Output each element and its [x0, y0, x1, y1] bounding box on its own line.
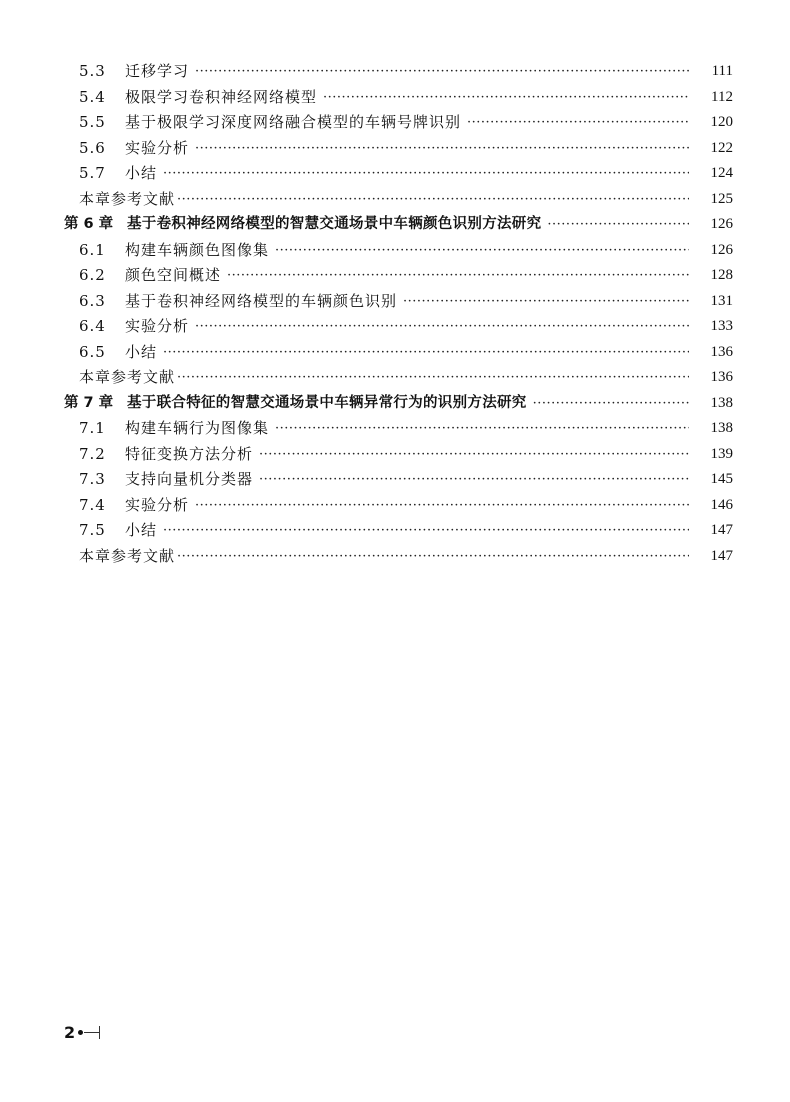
toc-page-number: 145 [710, 471, 733, 487]
dot-leader [547, 212, 689, 238]
toc-section-entry [0, 263, 733, 289]
dot-leader [177, 187, 689, 213]
toc-section-entry [0, 416, 733, 442]
toc-entry-title: 基于极限学习深度网络融合模型的车辆号牌识别 [125, 113, 462, 131]
dot-leader [195, 493, 689, 519]
toc-page-number: 120 [710, 114, 733, 130]
toc-page-number: 136 [710, 343, 733, 360]
toc-page-number: 111 [711, 63, 733, 79]
toc-page-number: 147 [710, 547, 733, 564]
dot-leader [163, 340, 689, 366]
toc-page-number: 133 [710, 318, 733, 334]
toc-section-entry [0, 289, 733, 315]
toc-references-entry [0, 544, 733, 570]
toc-chapter-number: 第 7 章 [64, 394, 114, 411]
toc-entry-title: 小结 [125, 164, 158, 182]
toc-page-number: 126 [710, 216, 733, 232]
dot-leader [259, 467, 689, 493]
toc-page-number: 147 [710, 522, 733, 538]
toc-chapter-entry [0, 212, 733, 238]
dot-leader [163, 518, 689, 544]
toc-entry-number: 5.6 [79, 138, 106, 157]
toc-entry-title: 小结 [125, 342, 158, 361]
toc-entry-number: 6.2 [79, 266, 106, 284]
dot-leader [163, 161, 689, 187]
dot-leader [533, 391, 689, 417]
dot-leader [195, 59, 689, 85]
toc-entry-title: 构建车辆行为图像集 [125, 419, 270, 437]
toc-section-entry [0, 493, 733, 519]
dot-leader [403, 289, 689, 315]
page-footer [64, 1022, 100, 1042]
toc-page-number: 112 [711, 88, 733, 105]
toc-entry-number: 5.5 [79, 113, 106, 131]
toc-section-entry [0, 442, 733, 468]
toc-entry-title: 迁移学习 [125, 62, 190, 80]
toc-entry-title: 本章参考文献 [79, 189, 176, 208]
toc-references-entry [0, 187, 733, 213]
toc-section-entry [0, 518, 733, 544]
toc-entry-title: 颜色空间概述 [125, 266, 222, 284]
toc-references-entry [0, 365, 733, 391]
toc-entry-title: 基于卷积神经网络模型的智慧交通场景中车辆颜色识别方法研究 [127, 216, 542, 232]
dot-leader [275, 238, 689, 264]
toc-entry-title: 本章参考文献 [79, 546, 176, 565]
toc-section-entry [0, 59, 733, 85]
toc-page-number: 138 [710, 420, 733, 436]
dot-leader [259, 442, 689, 468]
toc-section-entry [0, 238, 733, 264]
toc-entry-title: 小结 [125, 521, 158, 539]
toc-section-entry [0, 314, 733, 340]
toc-entry-number: 6.1 [79, 240, 106, 259]
toc-entry-title: 构建车辆颜色图像集 [125, 240, 270, 259]
toc-section-entry [0, 161, 733, 187]
dot-leader [177, 544, 689, 570]
dot-leader [467, 110, 689, 136]
toc-page-number: 131 [710, 292, 733, 309]
toc-entry-number: 6.4 [79, 317, 106, 335]
toc-entry-number: 7.5 [79, 521, 106, 539]
bullet-icon [78, 1030, 83, 1035]
dot-leader [177, 365, 689, 391]
toc-page-number: 138 [710, 394, 733, 411]
toc-entry-number: 7.3 [79, 470, 106, 488]
toc-page-number: 125 [710, 190, 733, 207]
toc-page-number: 146 [710, 496, 733, 513]
toc-entry-number: 6.3 [79, 291, 106, 310]
page-number: 2 [64, 1022, 76, 1042]
toc-entry-number: 5.4 [79, 87, 106, 106]
toc-section-entry [0, 467, 733, 493]
table-of-contents [0, 59, 790, 569]
toc-section-entry [0, 110, 733, 136]
toc-entry-title: 基于联合特征的智慧交通场景中车辆异常行为的识别方法研究 [127, 394, 527, 411]
toc-entry-number: 7.4 [79, 495, 106, 514]
toc-page-number: 124 [710, 165, 733, 181]
toc-page-number: 122 [710, 139, 733, 156]
toc-entry-number: 6.5 [79, 342, 106, 361]
toc-chapter-number: 第 6 章 [64, 216, 114, 232]
toc-page-number: 126 [710, 241, 733, 258]
toc-page-number: 139 [710, 445, 733, 462]
toc-entry-title: 实验分析 [125, 317, 190, 335]
toc-entry-number: 5.7 [79, 164, 106, 182]
dot-leader [275, 416, 689, 442]
toc-entry-title: 支持向量机分类器 [125, 470, 254, 488]
toc-entry-title: 本章参考文献 [79, 368, 176, 386]
toc-section-entry [0, 85, 733, 111]
dot-leader [227, 263, 689, 289]
dot-leader [195, 314, 689, 340]
toc-page-number: 128 [710, 267, 733, 283]
toc-entry-title: 极限学习卷积神经网络模型 [125, 87, 318, 106]
footer-rule [84, 1032, 100, 1033]
dot-leader [323, 85, 689, 111]
dot-leader [195, 136, 689, 162]
toc-entry-title: 特征变换方法分析 [125, 444, 254, 463]
toc-section-entry [0, 136, 733, 162]
toc-entry-title: 实验分析 [125, 495, 190, 514]
toc-section-entry [0, 340, 733, 366]
toc-page-number: 136 [710, 369, 733, 385]
toc-entry-number: 5.3 [79, 62, 106, 80]
toc-entry-title: 基于卷积神经网络模型的车辆颜色识别 [125, 291, 398, 310]
toc-entry-number: 7.1 [79, 419, 106, 437]
toc-chapter-entry [0, 391, 733, 417]
toc-entry-title: 实验分析 [125, 138, 190, 157]
toc-entry-number: 7.2 [79, 444, 106, 463]
